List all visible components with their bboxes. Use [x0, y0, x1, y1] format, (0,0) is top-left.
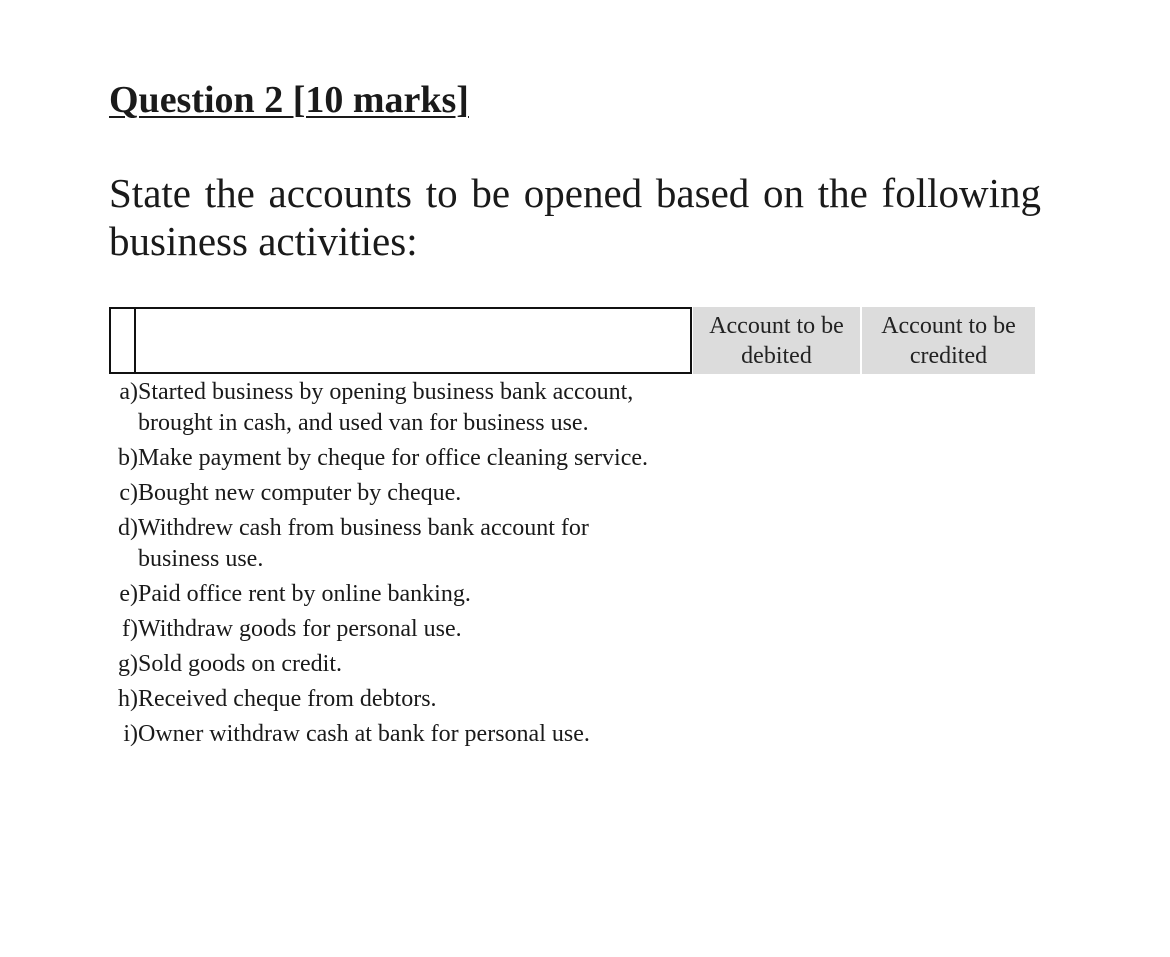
item-label: h)	[118, 686, 138, 712]
list-item	[109, 377, 669, 439]
item-label: c)	[119, 480, 138, 506]
list-item	[109, 649, 669, 680]
list-item	[109, 579, 669, 610]
item-label: a)	[119, 379, 138, 405]
item-label: f)	[122, 616, 138, 642]
item-label: b)	[118, 445, 138, 471]
item-label: e)	[119, 581, 138, 607]
item-text: Bought new computer by cheque.	[138, 480, 462, 506]
list-item	[109, 684, 669, 715]
item-text: Paid office rent by online banking.	[138, 581, 471, 607]
credit-column-header: Account to be credited	[862, 307, 1035, 374]
activity-header-cell	[109, 307, 692, 374]
item-text: Owner withdraw cash at bank for personal use.	[138, 721, 590, 747]
activity-list	[109, 377, 669, 754]
item-text: Started business by opening business bank account, brought in cash, and used van for business use.	[138, 379, 634, 436]
item-label: i)	[123, 721, 138, 747]
list-item	[109, 513, 669, 575]
item-text: Withdraw goods for personal use.	[138, 616, 462, 642]
list-item	[109, 478, 669, 509]
item-text: Sold goods on credit.	[138, 651, 342, 677]
list-item	[109, 614, 669, 645]
item-text: Withdrew cash from business bank account for business use.	[138, 515, 589, 572]
list-item	[109, 443, 669, 474]
debit-column-header: Account to be debited	[693, 307, 860, 374]
question-instruction: State the accounts to be opened based on the following business activities:	[109, 170, 1041, 264]
item-label: d)	[118, 515, 138, 541]
item-label: g)	[118, 651, 138, 677]
label-column-divider	[134, 307, 136, 374]
item-text: Received cheque from debtors.	[138, 686, 437, 712]
list-item	[109, 719, 669, 750]
question-title: Question 2 [10 marks]	[109, 79, 469, 121]
item-text: Make payment by cheque for office cleaning service.	[138, 445, 648, 471]
